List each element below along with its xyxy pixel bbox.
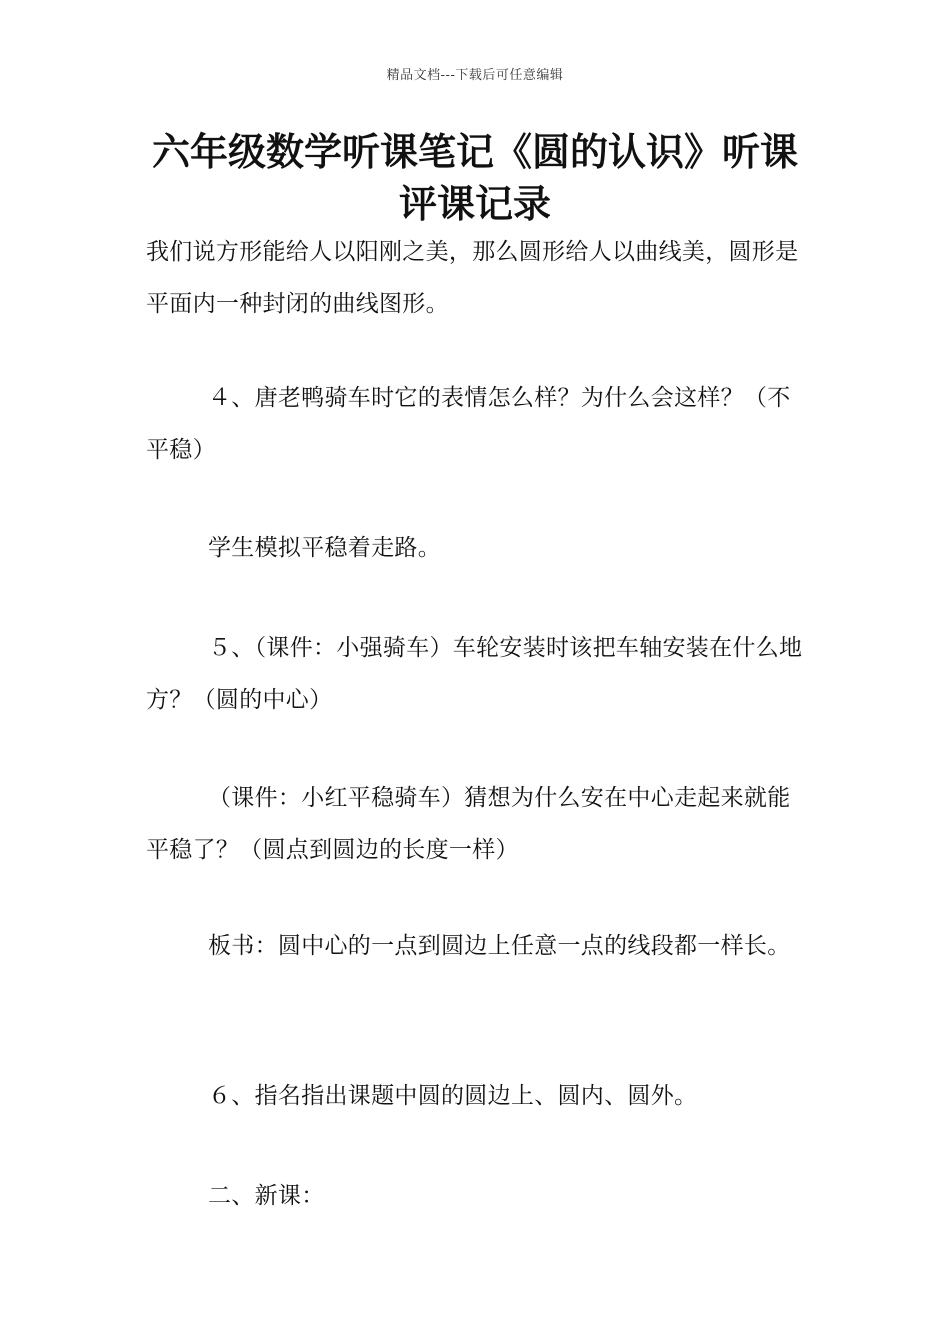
paragraph-item-6: ６、指名指出课题中圆的圆边上、圆内、圆外。 <box>208 1083 698 1109</box>
page-header-note: 精品文档---下载后可任意编辑 <box>386 68 564 83</box>
paragraph-intro: 我们说方形能给人以阳刚之美，那么圆形给人以曲线美，圆形是平面内一种封闭的曲线图形。 <box>146 239 799 317</box>
paragraph-item-5: ５、（课件：小强骑车）车轮安装时该把车轴安装在什么地方？（圆的中心） <box>146 635 803 713</box>
paragraph-blackboard: 板书：圆中心的一点到圆边上任意一点的线段都一样长。 <box>208 933 791 959</box>
paragraph-student-activity: 学生模拟平稳着走路。 <box>208 535 441 561</box>
document-title: 六年级数学听课笔记《圆的认识》听课评课记录 <box>151 130 798 226</box>
paragraph-courseware-guess: （课件：小红平稳骑车）猜想为什么安在中心走起来就能平稳了？（圆点到圆边的长度一样） <box>146 785 791 863</box>
section-heading-new-lesson: 二、新课： <box>208 1183 325 1209</box>
paragraph-item-4: ４、唐老鸭骑车时它的表情怎么样？为什么会这样？（不平稳） <box>146 385 791 463</box>
